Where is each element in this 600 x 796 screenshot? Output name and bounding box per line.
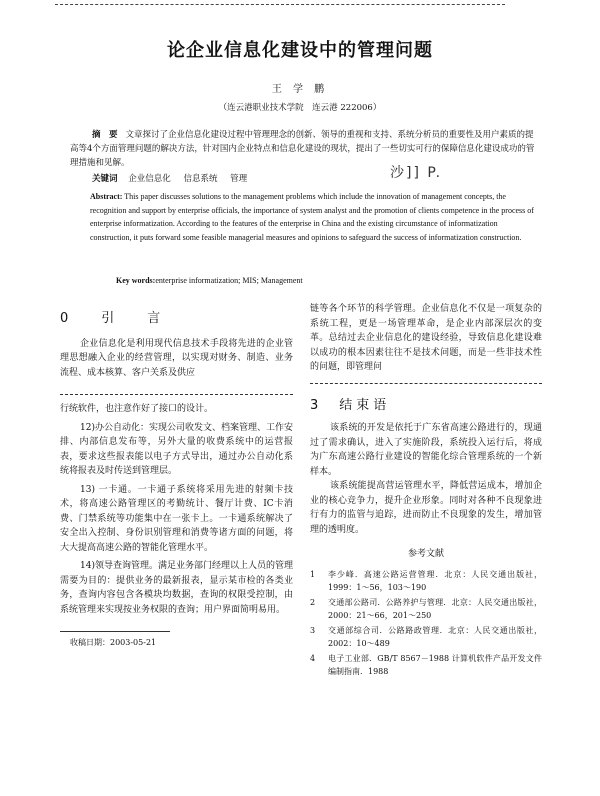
item-12-paragraph: 12)办公自动化：实现公司收发文、档案管理、工作安排、内部信息发布等，另外大量的收费系统中的运营报表，要求这些报表能以电子方式导出，通过办公自动化系统将报表及时传送到管理层。 (60, 422, 293, 476)
reference-number: 1 (310, 569, 316, 579)
reference-text: 电子工业部．GB/T 8567－1988 计算机软件产品开发文件编制指南．1988 (328, 653, 542, 676)
right-column (310, 302, 542, 680)
continued-line: 行统软件，也注意作好了接口的设计。 (60, 404, 214, 414)
reference-text: 交通部公路司．公路养护与管理．北京：人民交通出版社，2000：21～66，201～250 (328, 597, 542, 620)
keyword: 信息系统 (183, 174, 218, 184)
abstract-text: 文章探讨了企业信息化建设过程中管理理念的创新、领导的重视和支持、系统分析员的重要性及用户素质的提高等4个方面管理问题的解决方法，针对国内企业特点和信息化建设的现状，提出了一些切实可行的保障信息化建设成功的管理措施和见解。 (70, 130, 535, 168)
keywords-en-label: Key words: (116, 276, 156, 285)
handwritten-annotation: 沙]] P. (390, 165, 443, 181)
reference-text: 李少峰．高速公路运营管理．北京：人民交通出版社，1999：1～56，103～190 (328, 569, 542, 592)
keywords-chinese (92, 172, 257, 184)
abstract-english (90, 190, 540, 244)
keywords-label: 关键词 (92, 174, 118, 184)
continued-paragraph: 链等各个环节的科学管理。企业信息化不仅是一项复杂的系统工程，更是一场管理革命，是企业内部深层次的变革。总结过去企业信息化的建设经验，导致信息化建设难以成功的根本因素往往不是技术问题，而是一些非技术性的问题，即管理问 (310, 304, 542, 372)
reference-item (310, 596, 542, 623)
reference-number: 4 (310, 653, 316, 663)
item-13-paragraph: 13) 一卡通。一卡通子系统将采用先进的射频卡技术，将高速公路管理区的考勤统计、餐厅计费、IC卡消费、门禁系统等功能集中在一张卡上。一卡通系统解决了安全出入控制、身份识别管理和消费等诸方面的问题，将大大提高高速公路的智能化管理水平。 (60, 484, 293, 553)
page-break-rule (60, 394, 293, 396)
abstract-chinese (70, 128, 540, 170)
abstract-label: 摘 要 (92, 130, 118, 140)
abstract-en-text: This paper discusses solutions to the management problems which include the innovation of management concepts, the recognition and support by enterprise officials, the importance of system analyst and the promotion of clients competence in the process of enterprise informatization. According to the features of the enterprise in China and the existing circumstance of informatization construction, it puts forward some feasible managerial measures and opinions to safeguard the success of informatization construction. (90, 192, 534, 242)
reference-item (310, 652, 542, 679)
keywords-en-text: enterprise informatization; MIS; Management (155, 276, 303, 285)
reference-item (310, 624, 542, 651)
page-break-rule (310, 383, 542, 385)
author-name: 王 学 鹏 (271, 84, 329, 95)
received-date: 收稿日期：2003-05-21 (70, 638, 157, 647)
reference-item (310, 568, 542, 595)
reference-text: 交通部综合司．公路路政管理．北京：人民交通出版社，2002：10～489 (328, 625, 542, 648)
conclusion-paragraph-1: 该系统的开发是依托于广东省高速公路进行的，现通过了需求确认，进入了实施阶段，系统投入运行后，将成为广东高速公路行业建设的智能化综合管理系统的一个新样本。 (310, 423, 542, 477)
top-rule (55, 4, 505, 7)
paper-title: 论企业信息化建设中的管理问题 (167, 40, 433, 61)
author-affiliation: （连云港职业技术学院 连云港 222006） (218, 103, 382, 113)
reference-number: 2 (310, 597, 316, 607)
section-heading-conclusion: 3 结束语 (310, 397, 391, 413)
item-14-paragraph: 14)领导查询管理。满足业务部门经理以上人员的管理需要为目的：提供业务的最新报表，显示某市检的各类业务，查询内容包含各模块均数据，查询的权限受控制，由系统管理来实现按业务权限的查询；用户界面简明易用。 (60, 561, 293, 615)
references-heading: 参考文献 (407, 549, 444, 559)
keywords-english (116, 276, 303, 285)
keyword: 企业信息化 (128, 174, 171, 184)
reference-number: 3 (310, 625, 316, 635)
references-list (310, 568, 542, 679)
section-heading-intro: 0 引 言 (60, 311, 171, 326)
footnote-rule (60, 631, 170, 632)
keyword: 管理 (230, 174, 248, 184)
left-column (60, 312, 293, 651)
conclusion-paragraph-2: 该系统能提高营运管理水平，降低营运成本，增加企业的核心竞争力，提升企业形象。同时对各种不良现象进行有力的监管与追踪，进而防止不良现象的发生，增加管理的透明度。 (310, 481, 542, 535)
abstract-en-label: Abstract: (90, 192, 123, 201)
intro-paragraph: 企业信息化是利用现代信息技术手段将先进的企业管理思想融入企业的经营管理，以实现对财务、制造、业务流程、成本核算、客户关系及供应 (60, 338, 293, 378)
